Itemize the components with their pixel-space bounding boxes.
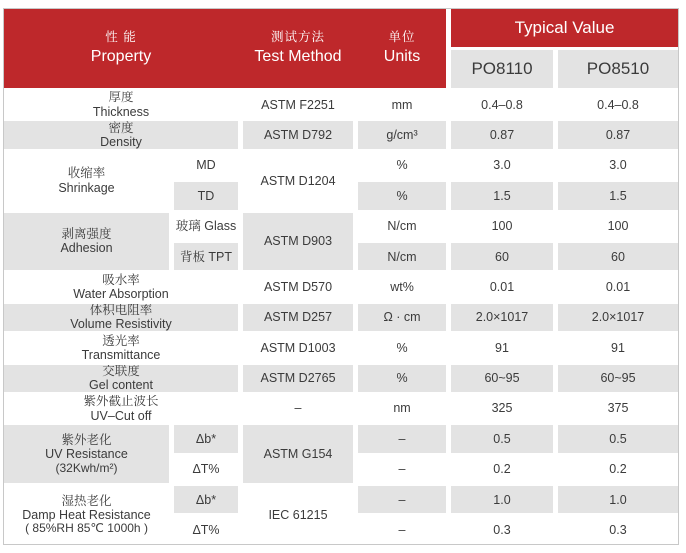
test-method-cell: ASTM D903 xyxy=(243,213,353,271)
value-cell-po8110: 0.87 xyxy=(451,121,553,148)
sub-label-cell-tpt: 背板 TPT xyxy=(174,243,238,270)
property-zh: 体积电阻率 xyxy=(89,303,153,318)
unit-cell: – xyxy=(358,516,446,543)
value-cell-po8510: 1.0 xyxy=(558,486,678,513)
value-cell-po8110: 0.01 xyxy=(451,273,553,300)
property-cell-adhesion xyxy=(4,213,169,271)
property-cell-density xyxy=(4,121,238,148)
property-zh: 密度 xyxy=(108,121,134,135)
unit-cell: nm xyxy=(358,395,446,422)
value-cell-po8510: 100 xyxy=(558,213,678,240)
sub-label-cell-delta-t: ΔT% xyxy=(174,516,238,543)
test-method-cell: ASTM F2251 xyxy=(243,91,353,118)
property-cell-thickness xyxy=(4,91,238,118)
test-method-cell: ASTM D1204 xyxy=(243,152,353,210)
property-zh: 湿热老化 xyxy=(61,493,112,508)
value-cell-po8510: 1.5 xyxy=(558,182,678,209)
value-cell-po8510: 0.2 xyxy=(558,456,678,483)
property-en: Gel content xyxy=(89,378,153,392)
col-header-units-zh: 单位 xyxy=(388,30,416,45)
col-header-po8110: PO8110 xyxy=(451,50,553,88)
unit-cell: % xyxy=(358,182,446,209)
value-cell-po8510: 0.4–0.8 xyxy=(558,91,678,118)
value-cell-po8110: 100 xyxy=(451,213,553,240)
property-cell-gel-content xyxy=(4,365,238,392)
property-cell-shrinkage xyxy=(4,152,169,210)
col-header-property-zh: 性 能 xyxy=(105,30,137,45)
test-method-cell: ASTM D792 xyxy=(243,121,353,148)
property-note: ( 85%RH 85℃ 1000h ) xyxy=(25,521,148,536)
value-cell-po8110: 0.4–0.8 xyxy=(451,91,553,118)
property-zh: 透光率 xyxy=(102,334,140,348)
value-cell-po8510: 3.0 xyxy=(558,152,678,179)
property-zh: 剥离强度 xyxy=(61,227,112,242)
unit-cell: wt% xyxy=(358,273,446,300)
unit-cell: N/cm xyxy=(358,213,446,240)
col-header-test-method-en: Test Method xyxy=(254,48,342,66)
value-cell-po8110: 325 xyxy=(451,395,553,422)
property-cell-uv-resistance xyxy=(4,425,169,483)
property-zh: 紫外截止波长 xyxy=(83,394,159,409)
col-header-test-method xyxy=(243,29,353,67)
unit-cell: – xyxy=(358,425,446,452)
value-cell-po8510: 60~95 xyxy=(558,365,678,392)
unit-cell: mm xyxy=(358,91,446,118)
unit-cell: Ω · cm xyxy=(358,304,446,331)
property-cell-uv-cut-off xyxy=(4,395,238,422)
col-header-property-en: Property xyxy=(90,48,152,66)
spec-table xyxy=(3,8,679,545)
unit-cell: % xyxy=(358,152,446,179)
col-header-typical-value: Typical Value xyxy=(451,9,678,47)
property-en: UV–Cut off xyxy=(90,408,152,423)
test-method-cell: ASTM D570 xyxy=(243,273,353,300)
property-cell-damp-heat-resistance xyxy=(4,486,169,544)
value-cell-po8110: 60 xyxy=(451,243,553,270)
property-cell-water-absorption xyxy=(4,273,238,300)
value-cell-po8110: 0.3 xyxy=(451,516,553,543)
sub-label-cell-td: TD xyxy=(174,182,238,209)
property-en: UV Resistance xyxy=(45,447,128,462)
property-en: Water Absorption xyxy=(73,287,169,301)
value-cell-po8110: 2.0×1017 xyxy=(451,304,553,331)
value-cell-po8110: 1.5 xyxy=(451,182,553,209)
property-en: Transmittance xyxy=(81,347,161,362)
property-cell-volume-resistivity xyxy=(4,304,238,331)
property-en: Thickness xyxy=(92,104,150,119)
col-header-units-en: Units xyxy=(383,48,421,66)
property-zh: 厚度 xyxy=(108,91,134,105)
col-header-test-method-zh: 测试方法 xyxy=(270,30,325,45)
col-header-po8510: PO8510 xyxy=(558,50,678,88)
value-cell-po8510: 91 xyxy=(558,334,678,361)
property-zh: 紫外老化 xyxy=(61,433,112,448)
unit-cell: % xyxy=(358,365,446,392)
value-cell-po8510: 2.0×1017 xyxy=(558,304,678,331)
value-cell-po8510: 0.87 xyxy=(558,121,678,148)
value-cell-po8110: 91 xyxy=(451,334,553,361)
value-cell-po8510: 0.5 xyxy=(558,425,678,452)
property-zh: 吸水率 xyxy=(102,273,140,287)
col-header-units xyxy=(358,29,446,67)
test-method-cell: IEC 61215 xyxy=(243,486,353,544)
value-cell-po8110: 3.0 xyxy=(451,152,553,179)
test-method-cell: – xyxy=(243,395,353,422)
property-en: Damp Heat Resistance xyxy=(22,508,151,523)
value-cell-po8110: 0.5 xyxy=(451,425,553,452)
sub-label-cell-delta-b: Δb* xyxy=(174,425,238,452)
value-cell-po8110: 1.0 xyxy=(451,486,553,513)
test-method-cell: ASTM G154 xyxy=(243,425,353,483)
property-en: Adhesion xyxy=(60,241,113,256)
unit-cell: – xyxy=(358,486,446,513)
property-en: Shrinkage xyxy=(58,180,115,195)
unit-cell: % xyxy=(358,334,446,361)
sub-label-cell-delta-t: ΔT% xyxy=(174,456,238,483)
value-cell-po8510: 60 xyxy=(558,243,678,270)
test-method-cell: ASTM D257 xyxy=(243,304,353,331)
property-en: Volume Resistivity xyxy=(70,317,172,332)
sub-label-cell-glass: 玻璃 Glass xyxy=(174,213,238,240)
value-cell-po8110: 0.2 xyxy=(451,456,553,483)
sub-label-cell-delta-b: Δb* xyxy=(174,486,238,513)
test-method-cell: ASTM D1003 xyxy=(243,334,353,361)
unit-cell: N/cm xyxy=(358,243,446,270)
property-cell-transmittance xyxy=(4,334,238,361)
value-cell-po8510: 0.01 xyxy=(558,273,678,300)
property-zh: 收缩率 xyxy=(67,166,106,181)
value-cell-po8110: 60~95 xyxy=(451,365,553,392)
property-en: Density xyxy=(100,135,142,149)
sub-label-cell-md: MD xyxy=(174,152,238,179)
property-note: (32Kwh/m²) xyxy=(55,460,118,475)
test-method-cell: ASTM D2765 xyxy=(243,365,353,392)
property-zh: 交联度 xyxy=(102,364,140,378)
table-header-left-block xyxy=(4,9,446,88)
unit-cell: g/cm³ xyxy=(358,121,446,148)
unit-cell: – xyxy=(358,456,446,483)
value-cell-po8510: 0.3 xyxy=(558,516,678,543)
col-header-property xyxy=(4,29,238,67)
value-cell-po8510: 375 xyxy=(558,395,678,422)
